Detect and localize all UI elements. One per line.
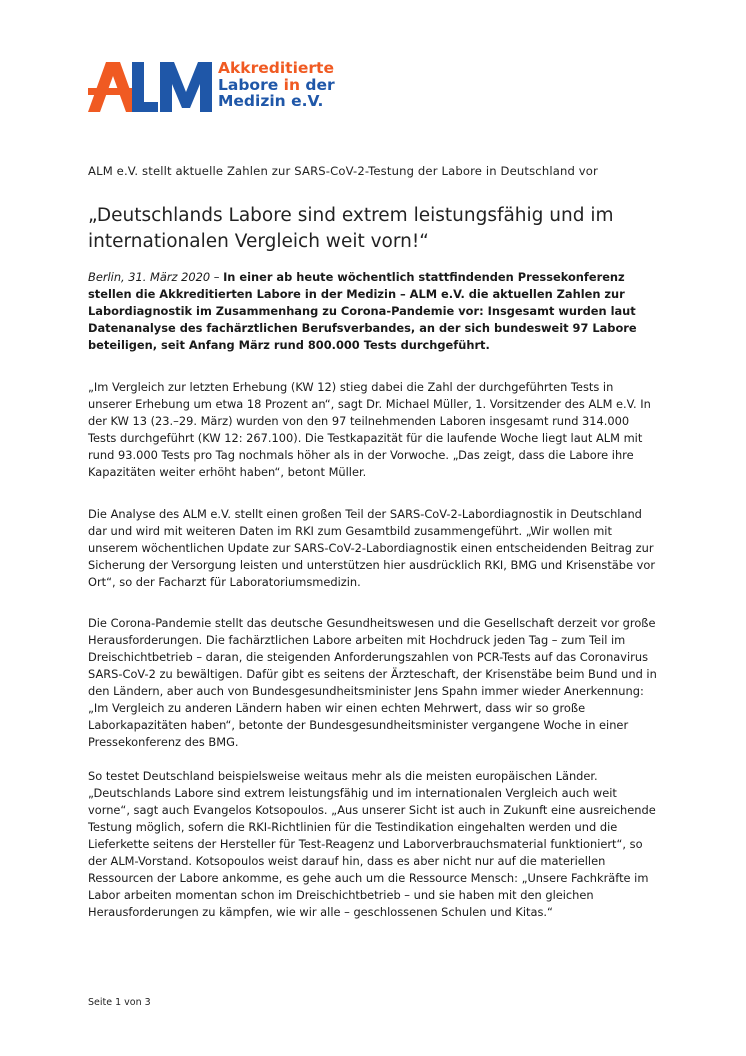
logo-l-foot <box>132 102 158 112</box>
lead-paragraph: Berlin, 31. März 2020 – In einer ab heute wöchentlich stattfindenden Pressekonferenz stellen die Akkreditierten Labore in der Medizin – ALM e.V. die aktuellen Zahlen zur Labordiagnostik im Zusammenhang zu Corona-Pandemie vor: Insgesamt wurden laut Datenanalyse des fachärztlichen Berufsverbandes, an der sich bundesweit 97 Labore beteiligen, seit Anfang März rund 800.000 Tests durchgeführt. <box>88 270 637 352</box>
press-headline: „Deutschlands Labore sind extrem leistungsfähig und im internationalen Vergleich weit vorn!“ <box>88 205 614 252</box>
logo-m-letter <box>160 62 212 112</box>
paragraph-2: Die Analyse des ALM e.V. stellt einen großen Teil der SARS-CoV-2-Labordiagnostik in Deutschland dar und wird mit weiteren Daten im RKI zum Gesamtbild zusammengeführt. „Wir wollen mit unserem wöchentlichen Update zur SARS-CoV-2-Labordiagnostik einen entscheidenden Beitrag zur Sicherung der Versorgung leisten und unterstützen hier ausdrücklich RKI, BMG und Krisenstäbe vor Ort“, so der Facharzt für Laboratoriumsmedizin. <box>88 507 656 589</box>
alm-logo <box>88 60 358 112</box>
dateline: Berlin, 31. März 2020 <box>88 270 211 284</box>
paragraph-3: Die Corona-Pandemie stellt das deutsche Gesundheitswesen und die Gesellschaft derzeit vor große Herausforderungen. Die fachärztlichen Labore arbeiten mit Hochdruck jeden Tag – zum Teil im Dreischichtbetrieb – daran, die steigenden Anforderungszahlen von PCR-Tests auf das Coronavirus SARS-CoV-2 zu bewältigen. Dafür gibt es seitens der Ärzteschaft, der Krisenstäbe beim Bund und in den Ländern, aber auch von Bundesgesundheitsminister Jens Spahn immer wieder Anerkennung: „Im Vergleich zu anderen Ländern haben wir einen echten Mehrwert, dass wir so große Laborkapazitäten haben“, betonte der Bundesgesundheitsminister vergangene Woche in einer Pressekonferenz des BMG. <box>88 616 657 749</box>
page-footer: Seite 1 von 3 <box>88 997 151 1008</box>
logo-line-2: Labore in der <box>218 75 335 94</box>
logo-line-3: Medizin e.V. <box>218 92 324 110</box>
press-subtitle: ALM e.V. stellt aktuelle Zahlen zur SARS-CoV-2-Testung der Labore in Deutschland vor <box>88 164 598 178</box>
lead-text: In einer ab heute wöchentlich stattfindenden Pressekonferenz stellen die Akkreditierten Labore in der Medizin – ALM e.V. die aktuellen Zahlen zur Labordiagnostik im Zusammenhang zu Corona-Pandemie vor: Insgesamt wurden laut Datenanalyse des fachärztlichen Berufsverbandes, an der sich bundesweit 97 Labore beteiligen, seit Anfang März rund 800.000 Tests durchgeführt. <box>88 270 637 352</box>
paragraph-4: So testet Deutschland beispielsweise weitaus mehr als die meisten europäischen Länder. „Deutschlands Labore sind extrem leistungsfähig und im internationalen Vergleich auch weit vorne“, sagt auch Evangelos Kotsopoulos. „Aus unserer Sicht ist auch in Zukunft eine ausreichende Testung möglich, sofern die RKI-Richtlinien für die Testindikation eingehalten werden und die Lieferkette seitens der Hersteller für Test-Reagenz und Laborverbrauchsmaterial funktioniert“, so der ALM-Vorstand. Kotsopoulos weist darauf hin, dass es aber nicht nur auf die materiellen Ressourcen der Labore ankomme, es gehe auch um die Ressource Mensch: „Unsere Fachkräfte im Labor arbeiten momentan schon im Dreischichtbetrieb – und sie haben mit den gleichen Herausforderungen zu kämpfen, wie wir alle – geschlossenen Schulen und Kitas.“ <box>88 769 656 919</box>
alm-wordmark <box>88 60 216 112</box>
logo-a-letter <box>88 62 138 112</box>
logo-subtitle <box>218 60 335 110</box>
paragraph-1: „Im Vergleich zur letzten Erhebung (KW 12) stieg dabei die Zahl der durchgeführten Tests in unserer Erhebung um etwa 18 Prozent an“, sagt Dr. Michael Müller, 1. Vorsitzender des ALM e.V. In der KW 13 (23.–29. März) wurden von den 97 teilnehmenden Laboren insgesamt rund 314.000 Tests durchgeführt (KW 12: 267.100). Die Testkapazität für die laufende Woche liegt laut ALM mit rund 93.000 Tests pro Tag nochmals höher als in der Vorwoche. „Das zeigt, dass die Labore ihre Kapazitäten weiter erhöht haben“, betont Müller. <box>88 380 651 479</box>
logo-line-1: Akkreditierte <box>218 59 334 77</box>
